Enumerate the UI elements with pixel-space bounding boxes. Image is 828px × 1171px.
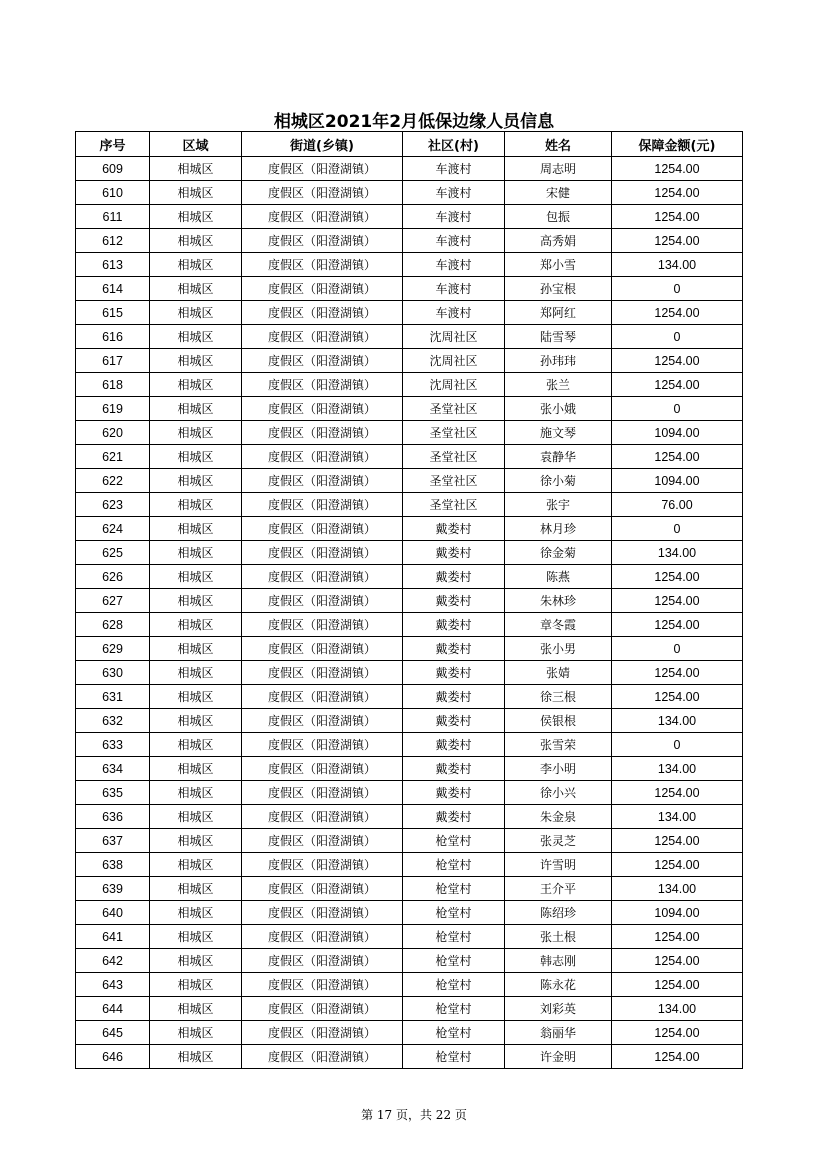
serial-cell: 628: [76, 613, 150, 637]
street-cell: 度假区（阳澄湖镇）: [242, 925, 403, 949]
street-cell: 度假区（阳澄湖镇）: [242, 997, 403, 1021]
district-cell: 相城区: [150, 589, 242, 613]
table-row: [76, 181, 743, 205]
table-row: [76, 589, 743, 613]
table-row: [76, 493, 743, 517]
serial-cell: 642: [76, 949, 150, 973]
district-cell: 相城区: [150, 637, 242, 661]
community-cell: 枪堂村: [403, 973, 505, 997]
district-cell: 相城区: [150, 493, 242, 517]
street-cell: 度假区（阳澄湖镇）: [242, 325, 403, 349]
amount-cell: 1254.00: [612, 949, 743, 973]
street-cell: 度假区（阳澄湖镇）: [242, 373, 403, 397]
table-row: [76, 565, 743, 589]
district-cell: 相城区: [150, 469, 242, 493]
district-cell: 相城区: [150, 541, 242, 565]
community-cell: 车渡村: [403, 181, 505, 205]
name-cell: 侯银根: [505, 709, 612, 733]
name-cell: 朱金泉: [505, 805, 612, 829]
serial-cell: 610: [76, 181, 150, 205]
amount-cell: 1254.00: [612, 301, 743, 325]
street-cell: 度假区（阳澄湖镇）: [242, 229, 403, 253]
serial-cell: 619: [76, 397, 150, 421]
district-cell: 相城区: [150, 925, 242, 949]
serial-cell: 624: [76, 517, 150, 541]
community-cell: 枪堂村: [403, 949, 505, 973]
district-cell: 相城区: [150, 1021, 242, 1045]
serial-cell: 634: [76, 757, 150, 781]
district-cell: 相城区: [150, 685, 242, 709]
street-cell: 度假区（阳澄湖镇）: [242, 493, 403, 517]
community-cell: 圣堂社区: [403, 421, 505, 445]
street-cell: 度假区（阳澄湖镇）: [242, 613, 403, 637]
community-cell: 枪堂村: [403, 997, 505, 1021]
name-cell: 孙宝根: [505, 277, 612, 301]
district-cell: 相城区: [150, 349, 242, 373]
name-cell: 陈燕: [505, 565, 612, 589]
district-cell: 相城区: [150, 517, 242, 541]
table-row: [76, 805, 743, 829]
district-cell: 相城区: [150, 421, 242, 445]
table-row: [76, 733, 743, 757]
name-cell: 翁丽华: [505, 1021, 612, 1045]
serial-cell: 630: [76, 661, 150, 685]
amount-cell: 0: [612, 397, 743, 421]
community-cell: 圣堂社区: [403, 445, 505, 469]
serial-cell: 614: [76, 277, 150, 301]
street-cell: 度假区（阳澄湖镇）: [242, 757, 403, 781]
amount-cell: 1254.00: [612, 349, 743, 373]
district-cell: 相城区: [150, 565, 242, 589]
name-cell: 张雪荣: [505, 733, 612, 757]
table-header-row: [76, 132, 743, 157]
serial-cell: 612: [76, 229, 150, 253]
table-row: [76, 253, 743, 277]
community-cell: 戴娄村: [403, 661, 505, 685]
amount-cell: 1254.00: [612, 589, 743, 613]
amount-cell: 76.00: [612, 493, 743, 517]
serial-cell: 636: [76, 805, 150, 829]
community-cell: 戴娄村: [403, 709, 505, 733]
name-cell: 陆雪琴: [505, 325, 612, 349]
district-cell: 相城区: [150, 781, 242, 805]
data-table: [75, 131, 743, 1069]
table-row: [76, 973, 743, 997]
table-row: [76, 1045, 743, 1069]
street-cell: 度假区（阳澄湖镇）: [242, 157, 403, 181]
street-cell: 度假区（阳澄湖镇）: [242, 445, 403, 469]
name-cell: 张小男: [505, 637, 612, 661]
amount-cell: 1254.00: [612, 229, 743, 253]
district-cell: 相城区: [150, 877, 242, 901]
table-row: [76, 325, 743, 349]
table-row: [76, 829, 743, 853]
community-cell: 车渡村: [403, 301, 505, 325]
community-cell: 戴娄村: [403, 757, 505, 781]
name-cell: 章冬霞: [505, 613, 612, 637]
community-cell: 戴娄村: [403, 589, 505, 613]
name-cell: 许雪明: [505, 853, 612, 877]
header-serial: 序号: [76, 132, 150, 157]
serial-cell: 633: [76, 733, 150, 757]
serial-cell: 637: [76, 829, 150, 853]
community-cell: 戴娄村: [403, 637, 505, 661]
table-row: [76, 949, 743, 973]
serial-cell: 617: [76, 349, 150, 373]
community-cell: 戴娄村: [403, 781, 505, 805]
community-cell: 戴娄村: [403, 805, 505, 829]
table-row: [76, 301, 743, 325]
community-cell: 沈周社区: [403, 349, 505, 373]
street-cell: 度假区（阳澄湖镇）: [242, 349, 403, 373]
community-cell: 戴娄村: [403, 733, 505, 757]
page-footer: 第 17 页，共 22 页: [361, 1108, 467, 1122]
serial-cell: 611: [76, 205, 150, 229]
street-cell: 度假区（阳澄湖镇）: [242, 877, 403, 901]
amount-cell: 1254.00: [612, 445, 743, 469]
street-cell: 度假区（阳澄湖镇）: [242, 805, 403, 829]
amount-cell: 134.00: [612, 541, 743, 565]
amount-cell: 1254.00: [612, 829, 743, 853]
community-cell: 戴娄村: [403, 565, 505, 589]
community-cell: 车渡村: [403, 157, 505, 181]
table-row: [76, 757, 743, 781]
header-amount: 保障金额(元): [612, 132, 743, 157]
community-cell: 戴娄村: [403, 517, 505, 541]
community-cell: 车渡村: [403, 229, 505, 253]
amount-cell: 1254.00: [612, 613, 743, 637]
table-row: [76, 517, 743, 541]
district-cell: 相城区: [150, 757, 242, 781]
serial-cell: 629: [76, 637, 150, 661]
amount-cell: 1254.00: [612, 157, 743, 181]
community-cell: 圣堂社区: [403, 397, 505, 421]
name-cell: 林月珍: [505, 517, 612, 541]
street-cell: 度假区（阳澄湖镇）: [242, 709, 403, 733]
street-cell: 度假区（阳澄湖镇）: [242, 181, 403, 205]
amount-cell: 0: [612, 733, 743, 757]
amount-cell: 1094.00: [612, 901, 743, 925]
name-cell: 张灵芝: [505, 829, 612, 853]
table-row: [76, 877, 743, 901]
name-cell: 王介平: [505, 877, 612, 901]
district-cell: 相城区: [150, 829, 242, 853]
amount-cell: 1094.00: [612, 469, 743, 493]
amount-cell: 1254.00: [612, 565, 743, 589]
name-cell: 李小明: [505, 757, 612, 781]
street-cell: 度假区（阳澄湖镇）: [242, 661, 403, 685]
serial-cell: 646: [76, 1045, 150, 1069]
community-cell: 车渡村: [403, 205, 505, 229]
serial-cell: 643: [76, 973, 150, 997]
serial-cell: 627: [76, 589, 150, 613]
name-cell: 许金明: [505, 1045, 612, 1069]
street-cell: 度假区（阳澄湖镇）: [242, 949, 403, 973]
name-cell: 宋健: [505, 181, 612, 205]
amount-cell: 1254.00: [612, 781, 743, 805]
amount-cell: 0: [612, 517, 743, 541]
table-body: [76, 157, 743, 1069]
name-cell: 包振: [505, 205, 612, 229]
amount-cell: 0: [612, 277, 743, 301]
street-cell: 度假区（阳澄湖镇）: [242, 541, 403, 565]
amount-cell: 134.00: [612, 757, 743, 781]
street-cell: 度假区（阳澄湖镇）: [242, 421, 403, 445]
table-row: [76, 445, 743, 469]
amount-cell: 1254.00: [612, 973, 743, 997]
serial-cell: 626: [76, 565, 150, 589]
name-cell: 周志明: [505, 157, 612, 181]
serial-cell: 644: [76, 997, 150, 1021]
district-cell: 相城区: [150, 997, 242, 1021]
amount-cell: 1254.00: [612, 661, 743, 685]
community-cell: 圣堂社区: [403, 493, 505, 517]
serial-cell: 645: [76, 1021, 150, 1045]
serial-cell: 640: [76, 901, 150, 925]
district-cell: 相城区: [150, 373, 242, 397]
name-cell: 陈绍珍: [505, 901, 612, 925]
amount-cell: 1254.00: [612, 1021, 743, 1045]
amount-cell: 1254.00: [612, 181, 743, 205]
street-cell: 度假区（阳澄湖镇）: [242, 637, 403, 661]
district-cell: 相城区: [150, 661, 242, 685]
serial-cell: 622: [76, 469, 150, 493]
serial-cell: 631: [76, 685, 150, 709]
street-cell: 度假区（阳澄湖镇）: [242, 1045, 403, 1069]
serial-cell: 618: [76, 373, 150, 397]
table-row: [76, 469, 743, 493]
street-cell: 度假区（阳澄湖镇）: [242, 973, 403, 997]
amount-cell: 1254.00: [612, 925, 743, 949]
table-row: [76, 421, 743, 445]
serial-cell: 621: [76, 445, 150, 469]
street-cell: 度假区（阳澄湖镇）: [242, 733, 403, 757]
name-cell: 施文琴: [505, 421, 612, 445]
district-cell: 相城区: [150, 901, 242, 925]
amount-cell: 1254.00: [612, 685, 743, 709]
table-row: [76, 709, 743, 733]
community-cell: 戴娄村: [403, 613, 505, 637]
name-cell: 张婧: [505, 661, 612, 685]
community-cell: 枪堂村: [403, 877, 505, 901]
district-cell: 相城区: [150, 229, 242, 253]
community-cell: 枪堂村: [403, 1045, 505, 1069]
amount-cell: 0: [612, 325, 743, 349]
street-cell: 度假区（阳澄湖镇）: [242, 589, 403, 613]
street-cell: 度假区（阳澄湖镇）: [242, 469, 403, 493]
street-cell: 度假区（阳澄湖镇）: [242, 253, 403, 277]
district-cell: 相城区: [150, 157, 242, 181]
table-row: [76, 637, 743, 661]
table-row: [76, 781, 743, 805]
community-cell: 车渡村: [403, 253, 505, 277]
street-cell: 度假区（阳澄湖镇）: [242, 517, 403, 541]
amount-cell: 134.00: [612, 709, 743, 733]
district-cell: 相城区: [150, 325, 242, 349]
table-row: [76, 901, 743, 925]
community-cell: 车渡村: [403, 277, 505, 301]
serial-cell: 632: [76, 709, 150, 733]
name-cell: 张宇: [505, 493, 612, 517]
community-cell: 枪堂村: [403, 853, 505, 877]
name-cell: 郑阿红: [505, 301, 612, 325]
table-row: [76, 349, 743, 373]
district-cell: 相城区: [150, 301, 242, 325]
header-street: 街道(乡镇): [242, 132, 403, 157]
page-title: 相城区2021年2月低保边缘人员信息: [273, 112, 555, 132]
serial-cell: 615: [76, 301, 150, 325]
table-row: [76, 229, 743, 253]
amount-cell: 1254.00: [612, 205, 743, 229]
header-name: 姓名: [505, 132, 612, 157]
district-cell: 相城区: [150, 973, 242, 997]
street-cell: 度假区（阳澄湖镇）: [242, 781, 403, 805]
serial-cell: 625: [76, 541, 150, 565]
amount-cell: 1254.00: [612, 853, 743, 877]
amount-cell: 1254.00: [612, 1045, 743, 1069]
street-cell: 度假区（阳澄湖镇）: [242, 397, 403, 421]
name-cell: 徐三根: [505, 685, 612, 709]
serial-cell: 609: [76, 157, 150, 181]
name-cell: 郑小雪: [505, 253, 612, 277]
name-cell: 张兰: [505, 373, 612, 397]
serial-cell: 635: [76, 781, 150, 805]
community-cell: 沈周社区: [403, 373, 505, 397]
table-row: [76, 685, 743, 709]
name-cell: 朱林珍: [505, 589, 612, 613]
name-cell: 徐金菊: [505, 541, 612, 565]
name-cell: 刘彩英: [505, 997, 612, 1021]
table-row: [76, 925, 743, 949]
name-cell: 韩志刚: [505, 949, 612, 973]
district-cell: 相城区: [150, 733, 242, 757]
community-cell: 枪堂村: [403, 901, 505, 925]
street-cell: 度假区（阳澄湖镇）: [242, 205, 403, 229]
name-cell: 孙玮玮: [505, 349, 612, 373]
table-row: [76, 541, 743, 565]
street-cell: 度假区（阳澄湖镇）: [242, 301, 403, 325]
table-row: [76, 277, 743, 301]
name-cell: 徐小菊: [505, 469, 612, 493]
district-cell: 相城区: [150, 1045, 242, 1069]
district-cell: 相城区: [150, 253, 242, 277]
amount-cell: 134.00: [612, 877, 743, 901]
table-row: [76, 997, 743, 1021]
district-cell: 相城区: [150, 277, 242, 301]
amount-cell: 134.00: [612, 805, 743, 829]
community-cell: 戴娄村: [403, 685, 505, 709]
name-cell: 张土根: [505, 925, 612, 949]
district-cell: 相城区: [150, 853, 242, 877]
district-cell: 相城区: [150, 445, 242, 469]
amount-cell: 1254.00: [612, 373, 743, 397]
table-row: [76, 397, 743, 421]
district-cell: 相城区: [150, 205, 242, 229]
community-cell: 沈周社区: [403, 325, 505, 349]
street-cell: 度假区（阳澄湖镇）: [242, 277, 403, 301]
street-cell: 度假区（阳澄湖镇）: [242, 565, 403, 589]
serial-cell: 620: [76, 421, 150, 445]
community-cell: 圣堂社区: [403, 469, 505, 493]
street-cell: 度假区（阳澄湖镇）: [242, 685, 403, 709]
table-row: [76, 661, 743, 685]
serial-cell: 613: [76, 253, 150, 277]
community-cell: 戴娄村: [403, 541, 505, 565]
district-cell: 相城区: [150, 397, 242, 421]
amount-cell: 0: [612, 637, 743, 661]
street-cell: 度假区（阳澄湖镇）: [242, 1021, 403, 1045]
amount-cell: 1094.00: [612, 421, 743, 445]
community-cell: 枪堂村: [403, 1021, 505, 1045]
district-cell: 相城区: [150, 181, 242, 205]
serial-cell: 639: [76, 877, 150, 901]
name-cell: 张小娥: [505, 397, 612, 421]
serial-cell: 638: [76, 853, 150, 877]
table-row: [76, 205, 743, 229]
district-cell: 相城区: [150, 709, 242, 733]
name-cell: 袁静华: [505, 445, 612, 469]
table-row: [76, 1021, 743, 1045]
header-community: 社区(村): [403, 132, 505, 157]
name-cell: 陈永花: [505, 973, 612, 997]
district-cell: 相城区: [150, 805, 242, 829]
community-cell: 枪堂村: [403, 925, 505, 949]
serial-cell: 616: [76, 325, 150, 349]
district-cell: 相城区: [150, 613, 242, 637]
serial-cell: 623: [76, 493, 150, 517]
district-cell: 相城区: [150, 949, 242, 973]
table-row: [76, 613, 743, 637]
table-row: [76, 157, 743, 181]
amount-cell: 134.00: [612, 253, 743, 277]
street-cell: 度假区（阳澄湖镇）: [242, 829, 403, 853]
name-cell: 徐小兴: [505, 781, 612, 805]
name-cell: 高秀娟: [505, 229, 612, 253]
amount-cell: 134.00: [612, 997, 743, 1021]
header-district: 区域: [150, 132, 242, 157]
table-row: [76, 373, 743, 397]
community-cell: 枪堂村: [403, 829, 505, 853]
street-cell: 度假区（阳澄湖镇）: [242, 901, 403, 925]
street-cell: 度假区（阳澄湖镇）: [242, 853, 403, 877]
table-row: [76, 853, 743, 877]
serial-cell: 641: [76, 925, 150, 949]
